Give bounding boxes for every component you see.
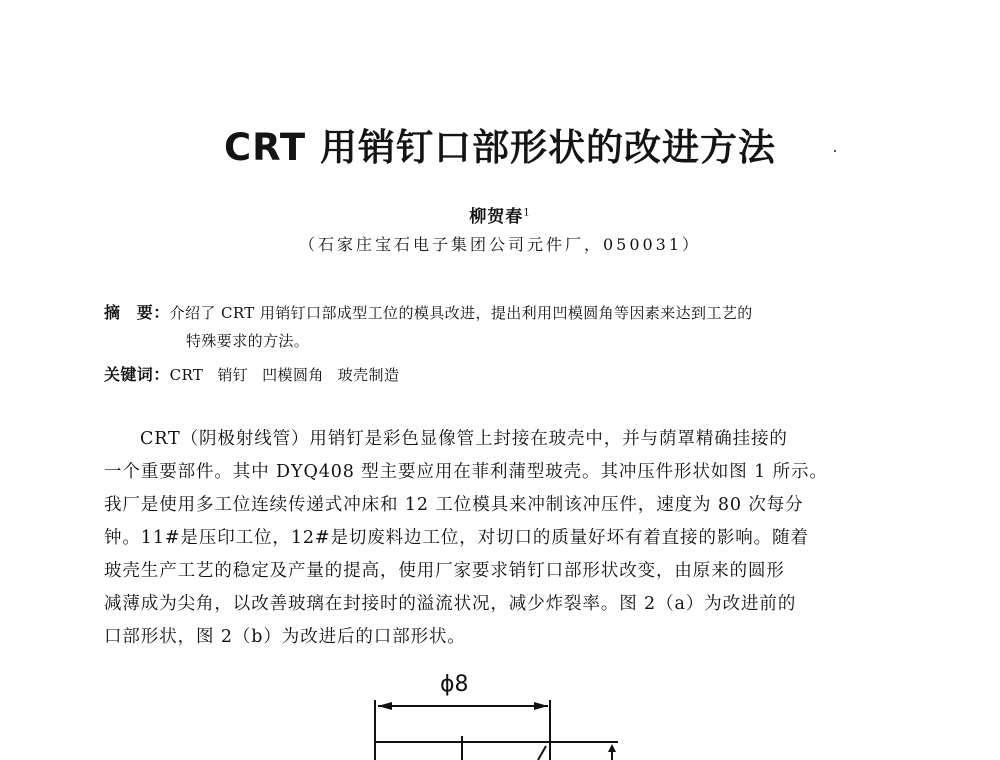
- body-line: 口部形状，图 2（b）为改进后的口部形状。: [104, 627, 466, 647]
- keywords-label: 关键词：: [104, 365, 170, 384]
- paper-title: CRT 用销钉口部形状的改进方法: [223, 126, 777, 169]
- body-line: 玻壳生产工艺的稳定及产量的提高，使用厂家要求销钉口部形状改变，由原来的圆形: [104, 561, 785, 581]
- body-line: 减薄成为尖角，以改善玻璃在封接时的溢流状况，减少炸裂率。图 2（a）为改进前的: [104, 594, 797, 614]
- body-line: 一个重要部件。其中 DYQ408 型主要应用在菲利蒲型玻壳。其冲压件形状如图 1 所示。: [104, 462, 828, 482]
- abstract-label: 摘 要：: [104, 303, 170, 322]
- abstract-line-2: 特殊要求的方法。: [186, 332, 310, 350]
- author-name: 柳贺春: [469, 207, 524, 227]
- scan-speck: [834, 150, 836, 152]
- affiliation: （石家庄宝石电子集团公司元件厂，050031）: [298, 235, 702, 254]
- keyword: CRT: [169, 366, 204, 384]
- keyword: 凹模圆角: [262, 366, 324, 384]
- author-affiliation-marker: 1: [523, 207, 531, 219]
- figure-dimension-label: ϕ8: [440, 672, 469, 697]
- abstract-text-1: 介绍了 CRT 用销钉口部成型工位的模具改进，提出利用凹模圆角等因素来达到工艺的: [169, 304, 753, 322]
- body-line: 钟。11#是压印工位，12#是切废料边工位，对切口的质量好坏有着直接的影响。随着: [104, 528, 809, 548]
- keyword: 玻壳制造: [337, 366, 400, 384]
- body-line: CRT（阴极射线管）用销钉是彩色显像管上封接在玻壳中，并与荫罩精确挂接的: [140, 429, 788, 449]
- keyword: 销钉: [217, 366, 249, 384]
- body-line: 我厂是使用多工位连续传递式冲床和 12 工位模具来冲制该冲压件，速度为 80 次每分: [104, 495, 804, 515]
